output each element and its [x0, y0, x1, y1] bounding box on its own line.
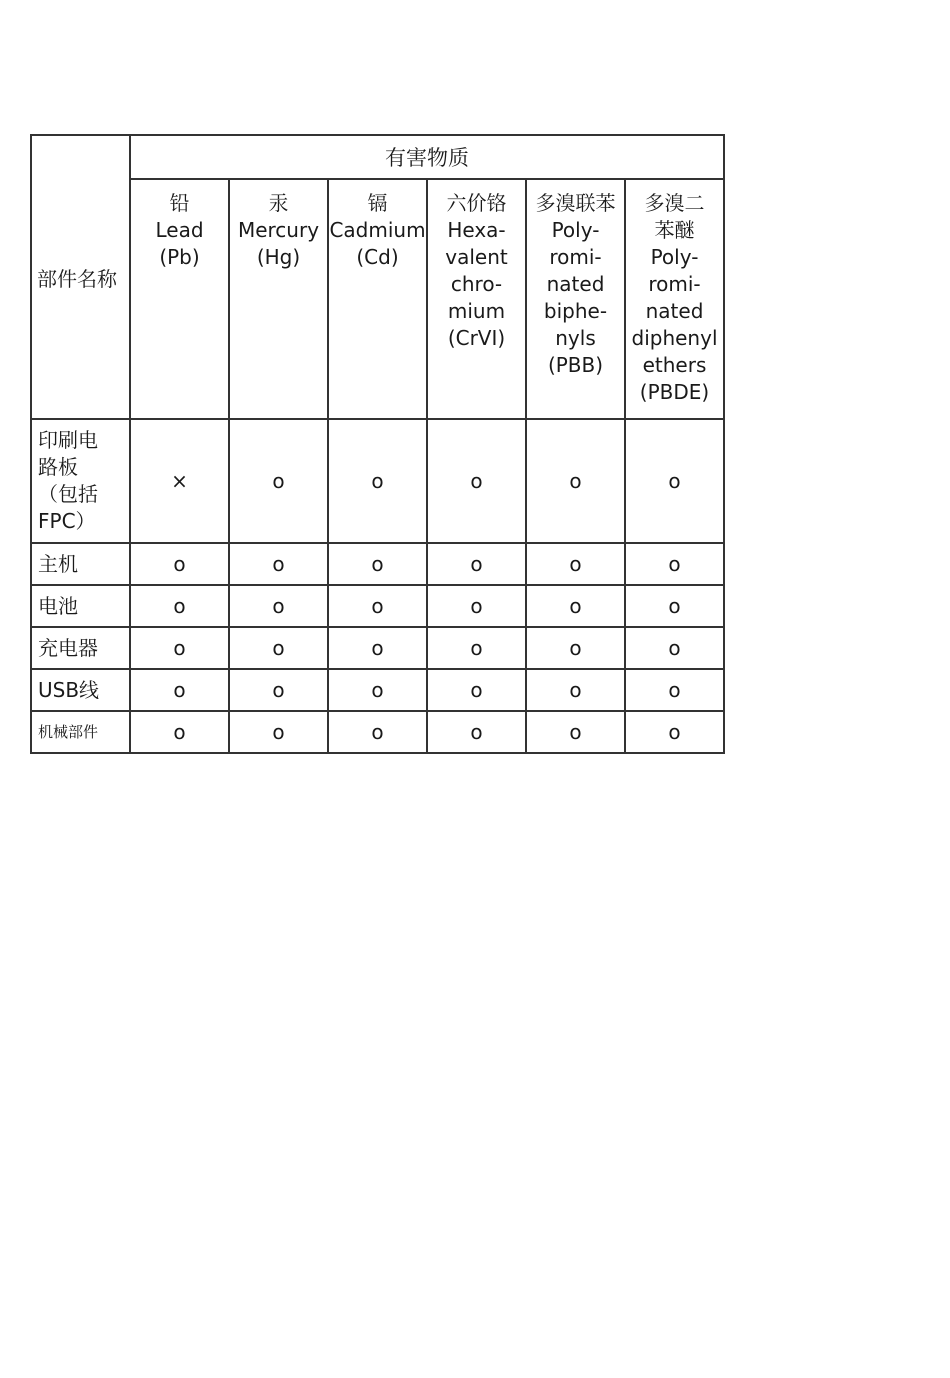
- mark-cell: o: [328, 585, 427, 627]
- mark-cell: o: [526, 627, 625, 669]
- table-row-mechanical-parts: [31, 711, 724, 753]
- mark-cell: o: [526, 585, 625, 627]
- column-header-pbb: 多溴联苯 Poly- romi- nated biphe- nyls (PBB): [526, 179, 625, 419]
- mark-cell: o: [625, 419, 724, 543]
- mark-cell: o: [427, 627, 526, 669]
- table-row-charger: [31, 627, 724, 669]
- table-row-battery: [31, 585, 724, 627]
- mark-cell: o: [328, 627, 427, 669]
- mark-cell: ×: [130, 419, 229, 543]
- row-label-usb-cable: USB线: [31, 669, 130, 711]
- row-label-battery: 电池: [31, 585, 130, 627]
- mark-cell: o: [526, 669, 625, 711]
- mark-cell: o: [328, 711, 427, 753]
- mark-cell: o: [328, 543, 427, 585]
- mark-cell: o: [427, 711, 526, 753]
- mark-cell: o: [427, 543, 526, 585]
- column-header-chromium: 六价铬 Hexa- valent chro- mium (CrVI): [427, 179, 526, 419]
- part-name-header: 部件名称: [31, 135, 130, 419]
- mark-cell: o: [625, 543, 724, 585]
- column-header-mercury: 汞 Mercury (Hg): [229, 179, 328, 419]
- row-label-charger: 充电器: [31, 627, 130, 669]
- mark-cell: o: [130, 711, 229, 753]
- mark-cell: o: [130, 585, 229, 627]
- mark-cell: o: [130, 543, 229, 585]
- mark-cell: o: [229, 711, 328, 753]
- mark-cell: o: [427, 585, 526, 627]
- mark-cell: o: [130, 669, 229, 711]
- table-row-usb-cable: [31, 669, 724, 711]
- mark-cell: o: [625, 669, 724, 711]
- mark-cell: o: [526, 711, 625, 753]
- mark-cell: o: [427, 669, 526, 711]
- substances-header: 有害物质: [130, 135, 724, 179]
- mark-cell: o: [229, 669, 328, 711]
- mark-cell: o: [229, 419, 328, 543]
- mark-cell: o: [625, 585, 724, 627]
- mark-cell: o: [625, 627, 724, 669]
- mark-cell: o: [328, 419, 427, 543]
- mark-cell: o: [625, 711, 724, 753]
- hazardous-substances-table: [30, 134, 725, 754]
- mark-cell: o: [229, 585, 328, 627]
- mark-cell: o: [328, 669, 427, 711]
- table-row-host: [31, 543, 724, 585]
- column-header-lead: 铅 Lead (Pb): [130, 179, 229, 419]
- table-row-pcb: [31, 419, 724, 543]
- column-header-cadmium: 镉 Cadmium (Cd): [328, 179, 427, 419]
- mark-cell: o: [427, 419, 526, 543]
- mark-cell: o: [229, 627, 328, 669]
- row-label-mechanical-parts: 机械部件: [31, 711, 130, 753]
- mark-cell: o: [526, 543, 625, 585]
- mark-cell: o: [526, 419, 625, 543]
- row-label-host: 主机: [31, 543, 130, 585]
- mark-cell: o: [130, 627, 229, 669]
- row-label-pcb: 印刷电 路板 （包括 FPC）: [31, 419, 130, 543]
- mark-cell: o: [229, 543, 328, 585]
- column-header-pbde: 多溴二 苯醚 Poly- romi- nated diphenyl ethers (PBDE): [625, 179, 724, 419]
